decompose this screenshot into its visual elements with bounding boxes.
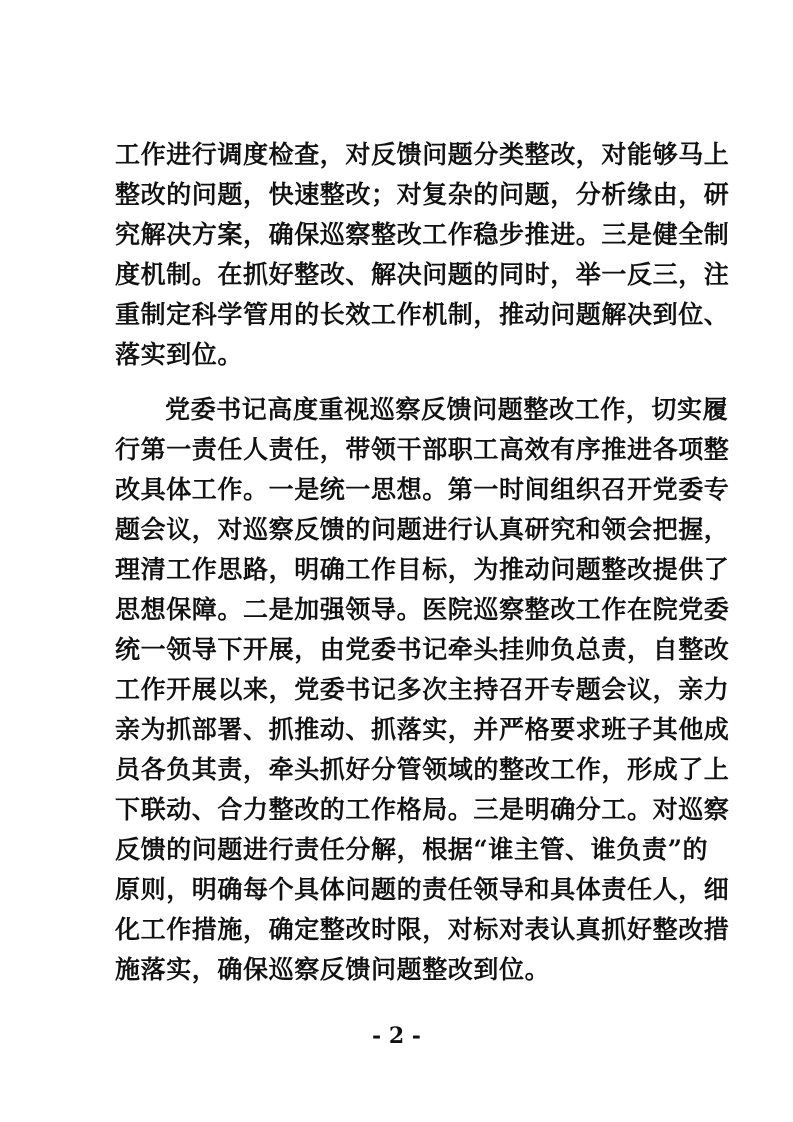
paragraph-1-line-5: 重制定科学管用的长效工作机制，推动问题解决到位、 [115,300,730,329]
paragraph-2-line-12: 反馈的问题进行责任分解，根据“谁主管、谁负责”的 [115,835,709,864]
paragraph-1-line-4: 度机制。在抓好整改、解决问题的同时，举一反三，注 [115,260,730,289]
paragraph-1-line-2: 整改的问题，快速整改；对复杂的问题，分析缘由，研 [115,180,730,209]
paragraph-2-line-8: 工作开展以来，党委书记多次主持召开专题会议，亲力 [115,675,730,704]
paragraph-2-line-10: 员各负其责，牵头抓好分管领域的整改工作，形成了上 [115,755,730,784]
paragraph-2-line-14: 化工作措施，确定整改时限，对标对表认真抓好整改措 [115,915,730,944]
paragraph-2-line-15: 施落实，确保巡察反馈问题整改到位。 [115,955,551,984]
page-number: - 2 - [372,1023,421,1049]
paragraph-1-line-3: 究解决方案，确保巡察整改工作稳步推进。三是健全制 [115,220,730,249]
paragraph-2-line-5: 理清工作思路，明确工作目标，为推动问题整改提供了 [115,555,730,584]
paragraph-1-line-6: 落实到位。 [115,340,244,369]
paragraph-2-line-1: 党委书记高度重视巡察反馈问题整改工作，切实履 [165,395,729,424]
paragraph-2-line-7: 统一领导下开展，由党委书记牵头挂帅负总责，自整改 [115,635,730,664]
paragraph-2-line-13: 原则，明确每个具体问题的责任领导和具体责任人，细 [115,875,730,904]
paragraph-2-line-11: 下联动、合力整改的工作格局。三是明确分工。对巡察 [115,795,730,824]
paragraph-2-line-4: 题会议，对巡察反馈的问题进行认真研究和领会把握， [115,515,730,544]
paragraph-2-line-6: 思想保障。二是加强领导。医院巡察整改工作在院党委 [115,595,730,624]
paragraph-2-line-3: 改具体工作。一是统一思想。第一时间组织召开党委专 [115,475,730,504]
paragraph-2-line-2: 行第一责任人责任，带领干部职工高效有序推进各项整 [115,435,730,464]
paragraph-2-line-9: 亲为抓部署、抓推动、抓落实，并严格要求班子其他成 [115,715,730,744]
paragraph-1-line-1: 工作进行调度检查，对反馈问题分类整改，对能够马上 [115,140,730,169]
